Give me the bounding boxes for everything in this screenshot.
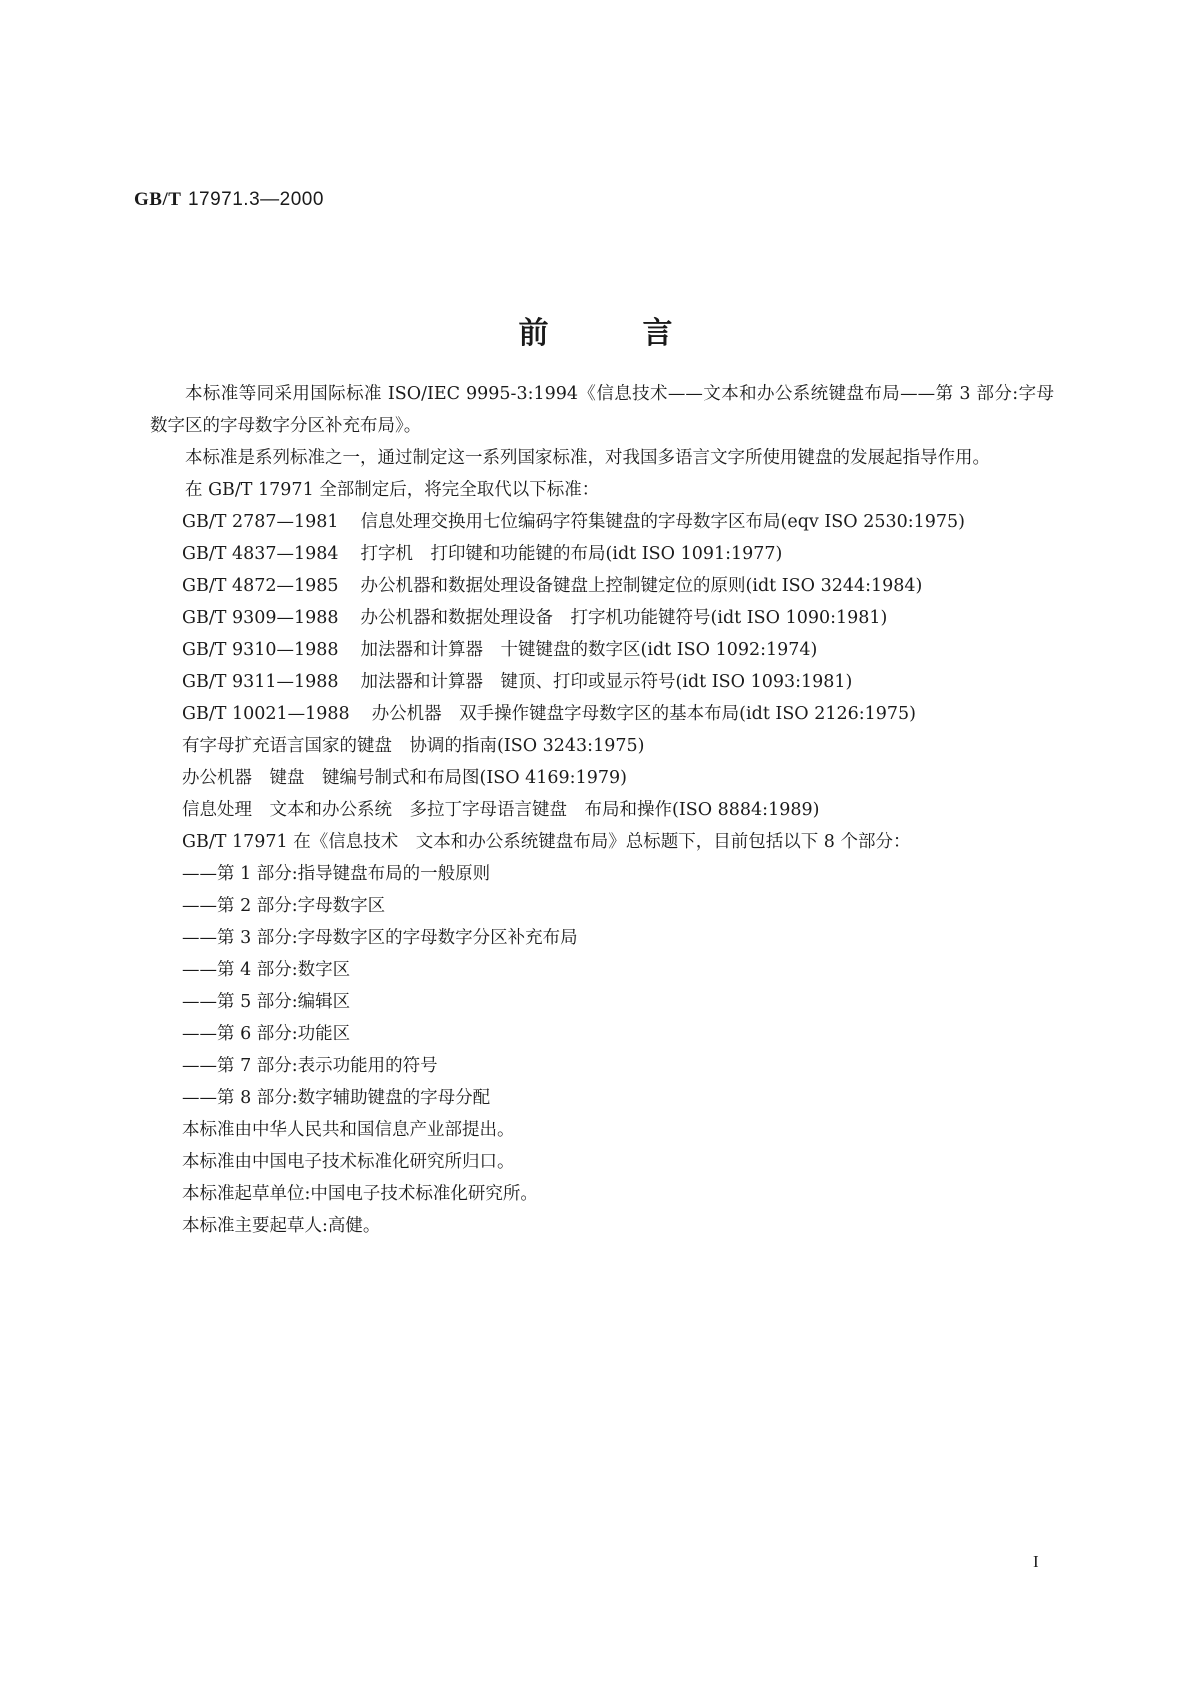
list-item: ——第 6 部分:功能区	[182, 1024, 351, 1044]
drafter-note: 本标准主要起草人:高健。	[182, 1216, 381, 1236]
foreword-body	[150, 378, 1054, 1242]
list-item	[150, 570, 1054, 602]
list-item: ——第 4 部分:数字区	[182, 960, 351, 980]
list-item	[150, 538, 1054, 570]
list-item: 有字母扩充语言国家的键盘 协调的指南(ISO 3243:1975)	[182, 736, 645, 756]
document-code	[134, 188, 324, 211]
standard-code: GB/T 4837—1984	[182, 544, 339, 564]
parts-list	[150, 858, 1054, 1114]
list-item	[150, 602, 1054, 634]
title-char-1: 前	[518, 316, 549, 351]
parts-intro: GB/T 17971 在《信息技术 文本和办公系统键盘布局》总标题下，目前包括以下 8 个部分：	[182, 832, 911, 852]
page-title	[0, 308, 1191, 352]
page-number: I	[1033, 1552, 1039, 1571]
list-item: ——第 5 部分:编辑区	[182, 992, 351, 1012]
administrator-note: 本标准由中国电子技术标准化研究所归口。	[182, 1152, 515, 1172]
closing-notes	[150, 1114, 1054, 1242]
list-item: ——第 1 部分:指导键盘布局的一般原则	[182, 864, 491, 884]
standard-title: 办公机器和数据处理设备键盘上控制键定位的原则(idt ISO 3244:1984)	[360, 576, 923, 596]
list-item: 信息处理 文本和办公系统 多拉丁字母语言键盘 布局和操作(ISO 8884:1989)	[182, 800, 820, 820]
list-item: ——第 3 部分:字母数字区的字母数字分区补充布局	[182, 928, 578, 948]
standard-code: GB/T 10021—1988	[182, 704, 350, 724]
list-item: ——第 8 部分:数字辅助键盘的字母分配	[182, 1088, 491, 1108]
title-char-2: 言	[642, 316, 673, 351]
list-item	[150, 634, 1054, 666]
standard-code: GB/T 2787—1981	[182, 512, 339, 532]
code-prefix: GB/T	[134, 189, 182, 210]
standard-title: 信息处理交换用七位编码字符集键盘的字母数字区布局(eqv ISO 2530:1975)	[360, 512, 965, 532]
list-item	[150, 666, 1054, 698]
standard-title: 办公机器 双手操作键盘字母数字区的基本布局(idt ISO 2126:1975)	[371, 704, 917, 724]
standard-title: 打字机 打印键和功能键的布局(idt ISO 1091:1977)	[360, 544, 783, 564]
standard-code: GB/T 9309—1988	[182, 608, 339, 628]
list-item	[150, 698, 1054, 730]
list-item: ——第 7 部分:表示功能用的符号	[182, 1056, 438, 1076]
standard-code: GB/T 4872—1985	[182, 576, 339, 596]
list-item: ——第 2 部分:字母数字区	[182, 896, 386, 916]
drafting-unit-note: 本标准起草单位:中国电子技术标准化研究所。	[182, 1184, 538, 1204]
standard-code: GB/T 9311—1988	[182, 672, 339, 692]
standard-title: 加法器和计算器 十键键盘的数字区(idt ISO 1092:1974)	[360, 640, 818, 660]
list-item: 办公机器 键盘 键编号制式和布局图(ISO 4169:1979)	[182, 768, 627, 788]
standard-title: 办公机器和数据处理设备 打字机功能键符号(idt ISO 1090:1981)	[360, 608, 888, 628]
paragraph-adoption: 本标准等同采用国际标准 ISO/IEC 9995-3:1994《信息技术——文本和办公系统键盘布局——第 3 部分:字母数字区的字母数字分区补充布局》。	[150, 384, 1054, 436]
standard-title: 加法器和计算器 键顶、打印或显示符号(idt ISO 1093:1981)	[360, 672, 853, 692]
code-number: 17971.3—2000	[187, 189, 324, 210]
standard-code: GB/T 9310—1988	[182, 640, 339, 660]
paragraph-replace-intro: 在 GB/T 17971 全部制定后，将完全取代以下标准：	[185, 480, 600, 500]
paragraph-purpose: 本标准是系列标准之一，通过制定这一系列国家标准，对我国多语言文字所使用键盘的发展起指导作用。	[185, 448, 990, 468]
replaced-standards-list	[150, 506, 1054, 826]
list-item	[150, 506, 1054, 538]
proposer-note: 本标准由中华人民共和国信息产业部提出。	[182, 1120, 515, 1140]
